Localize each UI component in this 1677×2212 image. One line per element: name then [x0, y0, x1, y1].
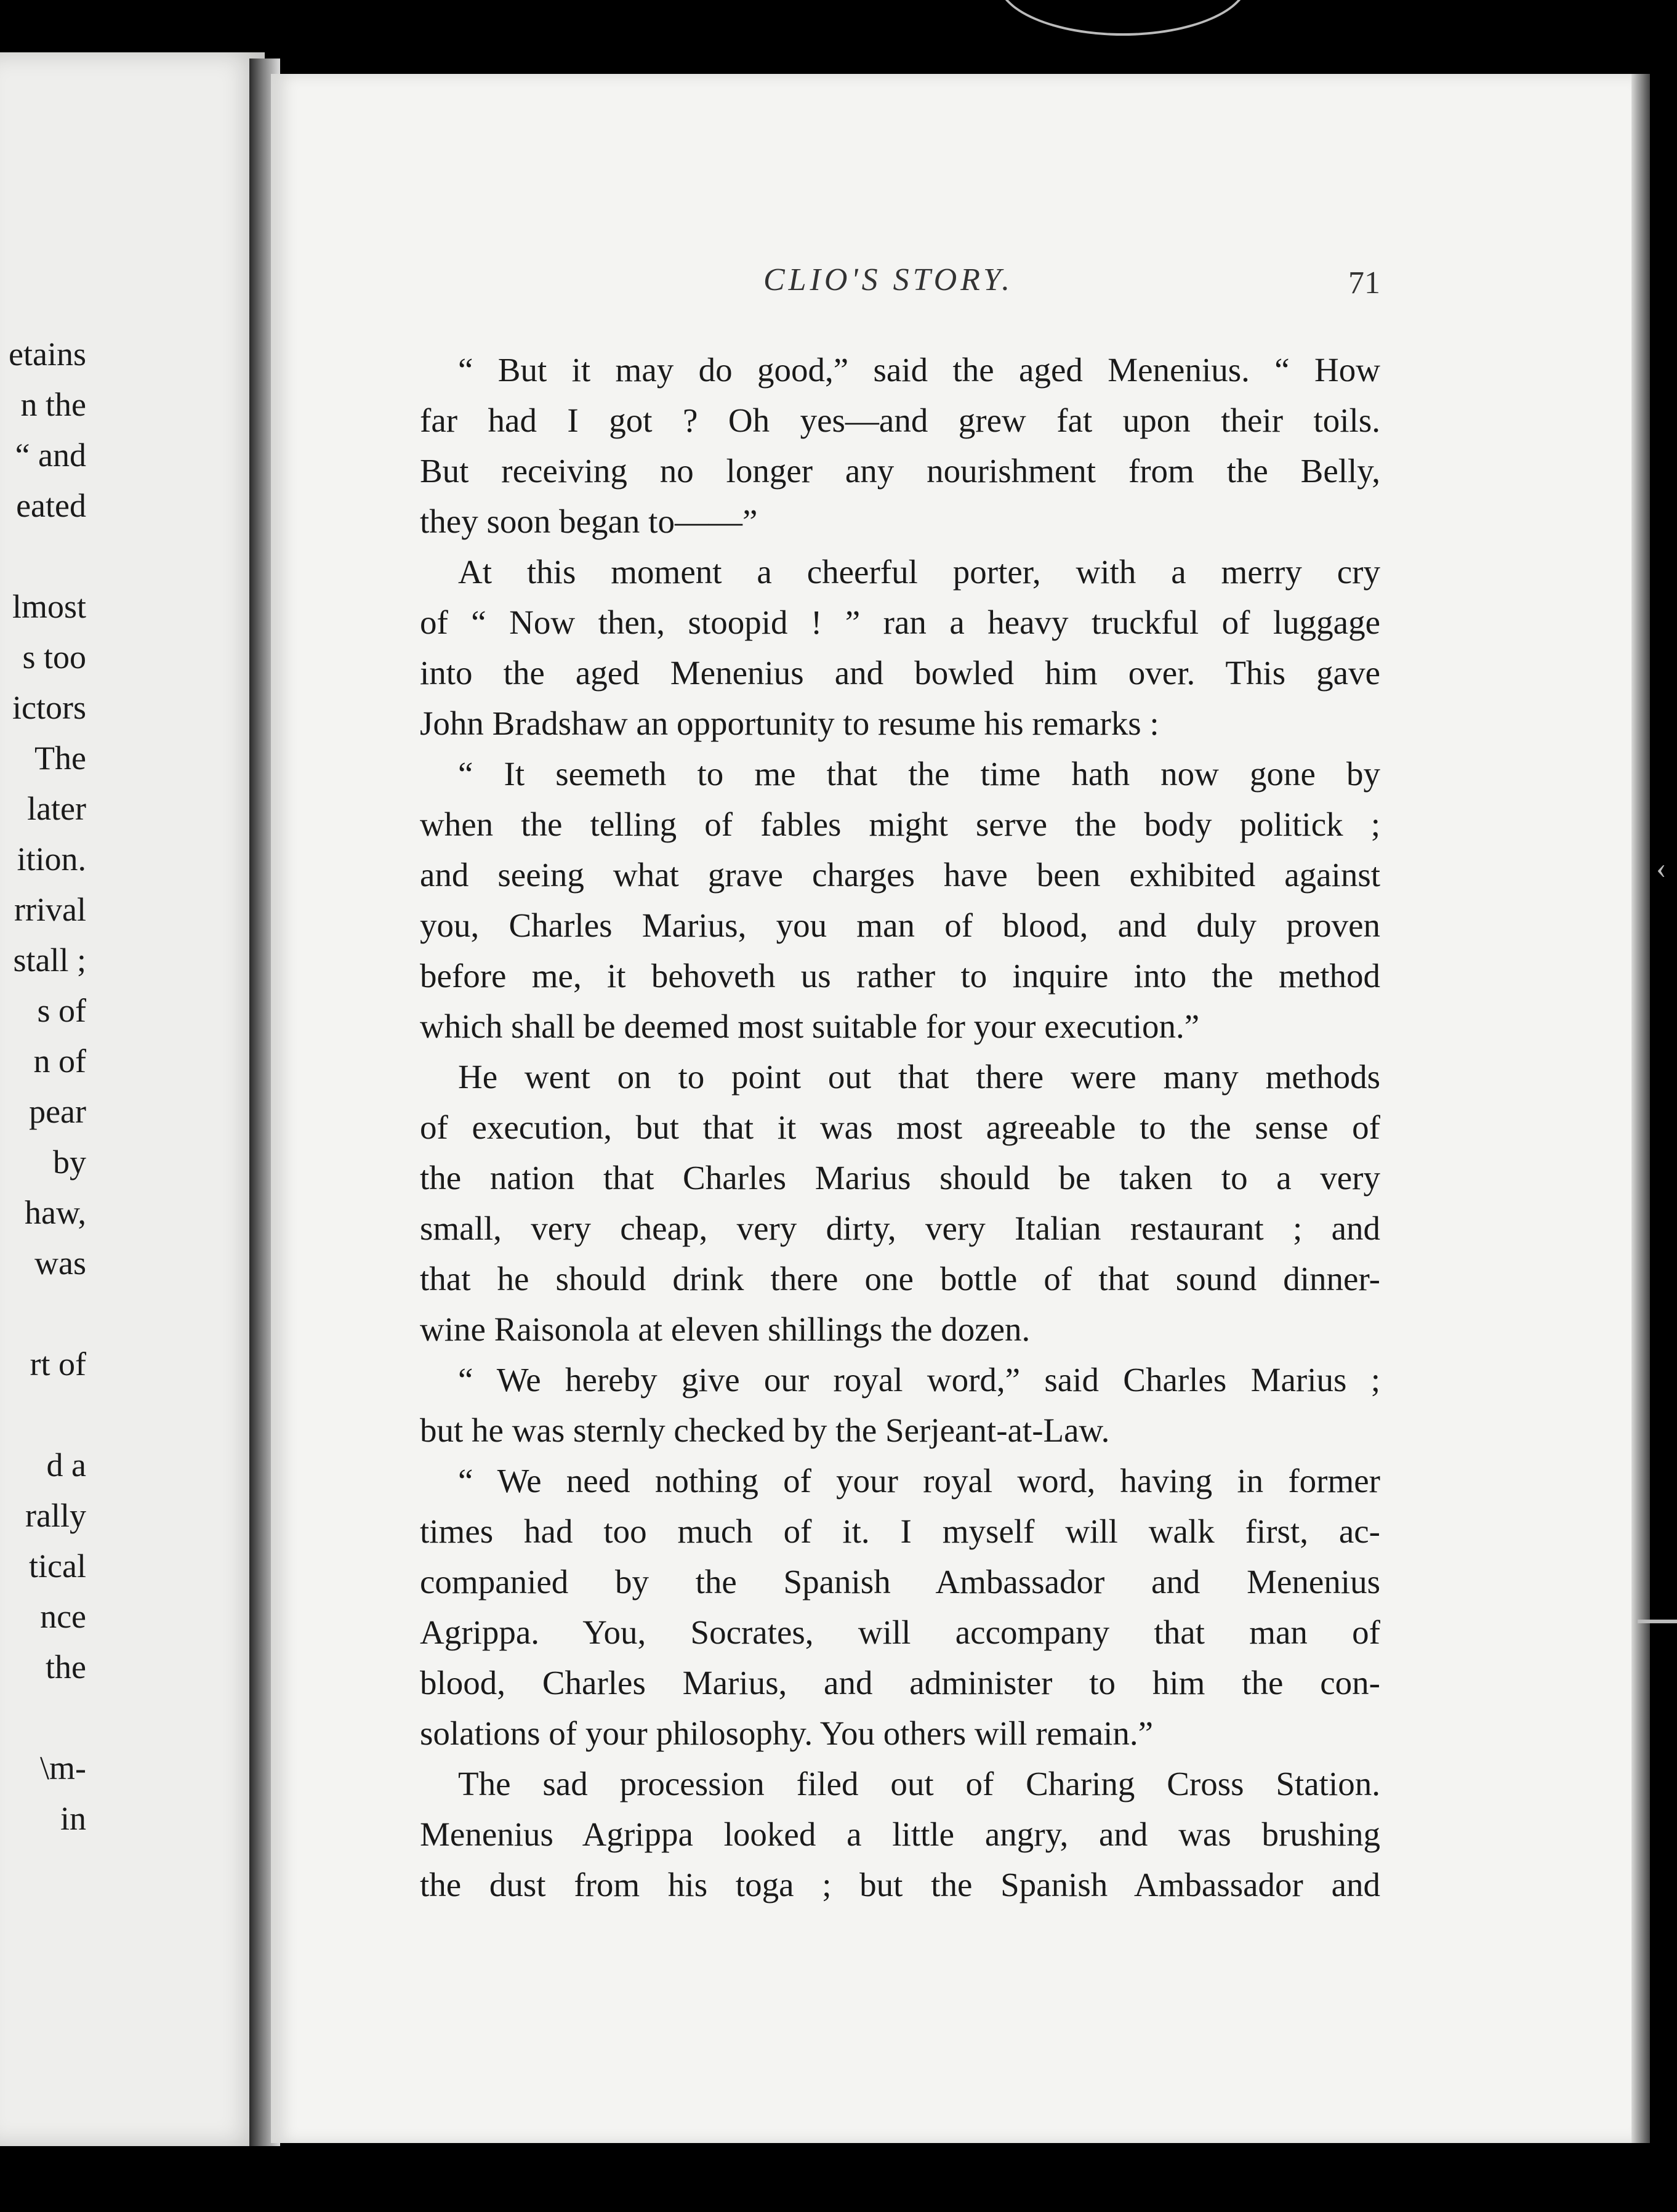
left-page-fragment: by — [53, 1144, 86, 1181]
text-line: that he should drink there one bottle of that sound dinner- — [420, 1260, 1380, 1298]
text-line: “ But it may do good,” said the aged Menenius. “ How — [458, 351, 1380, 389]
text-line: you, Charles Marius, you man of blood, and duly proven — [420, 906, 1380, 944]
text-line: Agrippa. You, Socrates, will accompany that man of — [420, 1613, 1380, 1651]
running-head: CLIO'S STORY. — [763, 262, 1014, 297]
text-line: of “ Now then, stoopid ! ” ran a heavy truckful of luggage — [420, 603, 1380, 641]
text-line: wine Raisonola at eleven shillings the dozen. — [420, 1310, 1031, 1348]
left-page-fragment: stall ; — [13, 942, 86, 979]
text-line: the dust from his toga ; but the Spanish Ambassador and — [420, 1866, 1380, 1903]
edge-dash-mark — [1638, 1620, 1677, 1623]
text-line: solations of your philosophy. You others will remain.” — [420, 1714, 1154, 1752]
text-line: the nation that Charles Marius should be taken to a very — [420, 1159, 1380, 1197]
left-page-fragment: “ and — [15, 437, 86, 474]
edge-arrow-mark: ‹ — [1656, 850, 1667, 885]
left-page-fragment: The — [34, 740, 86, 777]
page-edge — [1631, 74, 1650, 2143]
left-page-fragment: etains — [9, 336, 86, 373]
text-line: times had too much of it. I myself will walk first, ac- — [420, 1512, 1380, 1550]
left-page-fragment: tical — [29, 1548, 86, 1584]
text-line: John Bradshaw an opportunity to resume his remarks : — [420, 704, 1159, 742]
text-line: He went on to point out that there were many methods — [458, 1058, 1380, 1096]
text-line: “ We hereby give our royal word,” said Charles Marius ; — [458, 1361, 1380, 1399]
text-line: and seeing what grave charges have been exhibited against — [420, 856, 1380, 894]
left-page-fragment: s too — [22, 639, 86, 676]
text-line: The sad procession filed out of Charing Cross Station. — [458, 1765, 1380, 1802]
text-line: blood, Charles Marius, and administer to him the con- — [420, 1664, 1380, 1701]
left-page-fragment: in — [60, 1800, 86, 1837]
left-page-fragment: rally — [25, 1497, 86, 1534]
left-page-fragment: \m- — [40, 1750, 86, 1786]
text-line: which shall be deemed most suitable for your execution.” — [420, 1007, 1200, 1045]
text-line: but he was sternly checked by the Serjeant-at-Law. — [420, 1411, 1110, 1449]
left-page-fragment: pear — [29, 1093, 86, 1130]
text-line: they soon began to——” — [420, 503, 758, 540]
left-page-fragment: s of — [37, 992, 86, 1029]
text-line: small, very cheap, very dirty, very Italian restaurant ; and — [420, 1209, 1380, 1247]
text-line: “ It seemeth to me that the time hath now gone by — [458, 755, 1380, 793]
left-page-fragment: rrival — [14, 891, 86, 928]
left-page-fragment: nce — [40, 1598, 86, 1635]
left-facing-page — [0, 52, 265, 2146]
text-line: But receiving no longer any nourishment from the Belly, — [420, 452, 1380, 490]
text-line: into the aged Menenius and bowled him over. This gave — [420, 654, 1380, 692]
left-page-fragment: rt of — [30, 1346, 86, 1383]
text-line: Menenius Agrippa looked a little angry, and was brushing — [420, 1815, 1380, 1853]
left-page-fragment: ition. — [17, 841, 86, 878]
text-line: far had I got ? Oh yes—and grew fat upon their toils. — [420, 402, 1380, 439]
left-page-fragment: later — [27, 790, 86, 827]
text-line: before me, it behoveth us rather to inquire into the method — [420, 957, 1380, 995]
left-page-fragment: d a — [46, 1447, 86, 1483]
left-page-fragment: was — [34, 1245, 86, 1282]
left-page-fragment: ictors — [12, 689, 86, 726]
text-line: when the telling of fables might serve the body politick ; — [420, 805, 1380, 843]
left-page-fragment: the — [46, 1649, 86, 1685]
left-page-fragment: eated — [16, 487, 86, 524]
text-line: At this moment a cheerful porter, with a merry cry — [458, 553, 1380, 591]
top-curve-mark — [997, 0, 1249, 36]
text-line: of execution, but that it was most agreeable to the sense of — [420, 1108, 1380, 1146]
body-text — [420, 345, 1380, 1910]
text-line: “ We need nothing of your royal word, having in former — [458, 1462, 1380, 1500]
page-number: 71 — [1348, 265, 1380, 301]
left-page-fragment: lmost — [12, 588, 86, 625]
text-line: companied by the Spanish Ambassador and Menenius — [420, 1563, 1380, 1600]
left-page-fragment: n the — [20, 386, 86, 423]
left-page-fragment: haw, — [25, 1194, 86, 1231]
left-page-fragment: n of — [33, 1043, 86, 1080]
